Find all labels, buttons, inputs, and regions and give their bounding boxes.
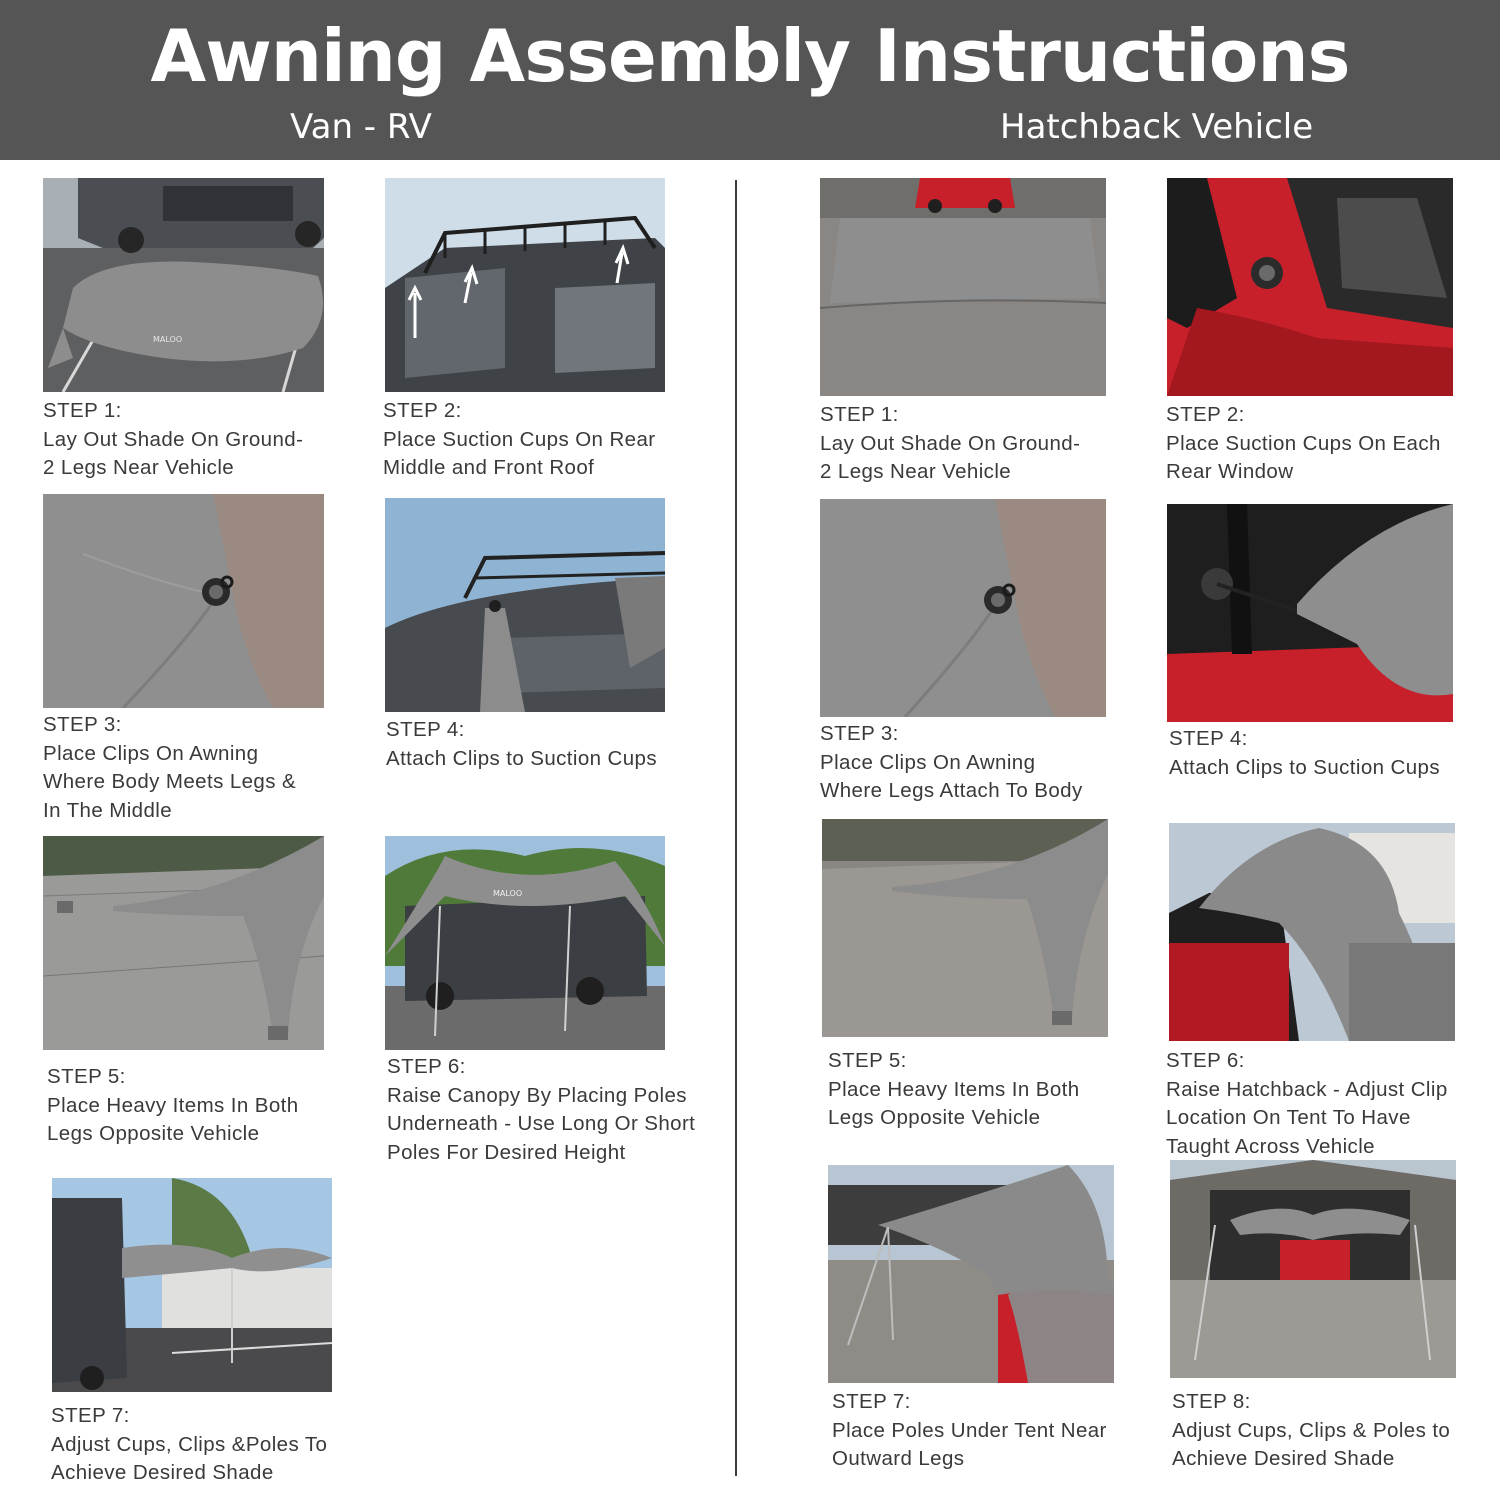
step-label: STEP 2: bbox=[383, 399, 462, 422]
step-label: STEP 7: bbox=[832, 1390, 911, 1413]
step-text-line: Place Suction Cups On Each bbox=[1166, 431, 1441, 455]
step-text-line: Taught Across Vehicle bbox=[1166, 1134, 1375, 1158]
step-label: STEP 2: bbox=[1166, 403, 1245, 426]
hatchback-step-7-photo bbox=[828, 1165, 1114, 1383]
step-text-line: Place Clips On Awning bbox=[820, 750, 1036, 774]
page-title: Awning Assembly Instructions bbox=[150, 14, 1350, 98]
van-step-1-caption bbox=[43, 397, 303, 483]
step-label: STEP 4: bbox=[386, 718, 465, 741]
step-label: STEP 4: bbox=[1169, 727, 1248, 750]
step-text-line: Place Clips On Awning bbox=[43, 741, 259, 765]
svg-text:MALOO: MALOO bbox=[493, 889, 523, 898]
step-label: STEP 5: bbox=[828, 1049, 907, 1072]
step-label: STEP 7: bbox=[51, 1404, 130, 1427]
step-label: STEP 3: bbox=[43, 713, 122, 736]
step-text-line: Legs Opposite Vehicle bbox=[828, 1106, 1041, 1129]
column-divider bbox=[735, 180, 737, 1476]
van-step-3-caption bbox=[43, 711, 296, 825]
step-text-line: Middle and Front Roof bbox=[383, 456, 595, 479]
van-step-5-photo bbox=[43, 836, 324, 1050]
step-label: STEP 1: bbox=[820, 403, 899, 426]
step-text-line: Poles For Desired Height bbox=[387, 1140, 626, 1164]
van-step-3-photo bbox=[43, 494, 324, 708]
step-text-line: Attach Clips to Suction Cups bbox=[1169, 755, 1440, 779]
hatchback-step-4-photo bbox=[1167, 504, 1453, 722]
step-text-line: In The Middle bbox=[43, 798, 173, 822]
step-label: STEP 1: bbox=[43, 399, 122, 422]
svg-text:MALOO: MALOO bbox=[153, 335, 183, 344]
van-step-6-photo bbox=[385, 836, 665, 1050]
hatchback-step-5-photo bbox=[822, 819, 1108, 1037]
step-text-line: Place Poles Under Tent Near bbox=[832, 1418, 1107, 1442]
hatchback-step-5-caption bbox=[828, 1047, 1080, 1133]
header-banner bbox=[0, 0, 1500, 160]
van-step-2-photo bbox=[385, 178, 665, 392]
van-step-7-photo bbox=[52, 1178, 332, 1392]
hatchback-step-3-photo bbox=[820, 499, 1106, 717]
step-text-line: Legs Opposite Vehicle bbox=[47, 1122, 260, 1145]
hatchback-step-7-caption bbox=[832, 1388, 1107, 1474]
hatchback-step-6-caption bbox=[1166, 1047, 1448, 1161]
step-label: STEP 8: bbox=[1172, 1390, 1251, 1413]
van-step-6-caption bbox=[387, 1053, 695, 1167]
step-text-line: Place Suction Cups On Rear bbox=[383, 427, 656, 451]
van-step-2-caption bbox=[383, 397, 655, 483]
hatchback-step-8-photo bbox=[1170, 1160, 1456, 1378]
step-text-line: 2 Legs Near Vehicle bbox=[820, 460, 1012, 483]
step-text-line: Place Heavy Items In Both bbox=[47, 1093, 299, 1117]
hatchback-step-8-caption bbox=[1172, 1388, 1450, 1474]
step-text-line: Outward Legs bbox=[832, 1447, 965, 1470]
step-text-line: Raise Canopy By Placing Poles bbox=[387, 1083, 687, 1107]
step-text-line: Where Body Meets Legs & bbox=[43, 770, 297, 793]
step-text-line: Lay Out Shade On Ground- bbox=[43, 427, 304, 451]
step-text-line: Location On Tent To Have bbox=[1166, 1106, 1411, 1129]
step-text-line: 2 Legs Near Vehicle bbox=[43, 456, 235, 479]
hatchback-step-1-photo bbox=[820, 178, 1106, 396]
step-text-line: Adjust Cups, Clips & Poles to bbox=[1172, 1418, 1451, 1442]
hatchback-step-1-caption bbox=[820, 401, 1080, 487]
step-label: STEP 5: bbox=[47, 1065, 126, 1088]
step-text-line: Raise Hatchback - Adjust Clip bbox=[1166, 1077, 1448, 1101]
hatchback-step-2-photo bbox=[1167, 178, 1453, 396]
van-step-5-caption bbox=[47, 1063, 299, 1149]
step-text-line: Rear Window bbox=[1166, 460, 1294, 483]
van-step-7-caption bbox=[51, 1402, 327, 1488]
hatchback-step-6-photo bbox=[1169, 823, 1455, 1041]
step-label: STEP 6: bbox=[387, 1055, 466, 1078]
step-text-line: Lay Out Shade On Ground- bbox=[820, 431, 1081, 455]
step-text-line: Where Legs Attach To Body bbox=[820, 779, 1083, 802]
step-label: STEP 6: bbox=[1166, 1049, 1245, 1072]
step-text-line: Underneath - Use Long Or Short bbox=[387, 1112, 696, 1135]
hatchback-heading: Hatchback Vehicle bbox=[1000, 107, 1314, 147]
hatchback-step-3-caption bbox=[820, 720, 1083, 806]
van-rv-heading: Van - RV bbox=[290, 107, 432, 147]
hatchback-step-4-caption bbox=[1169, 725, 1440, 782]
step-text-line: Place Heavy Items In Both bbox=[828, 1077, 1080, 1101]
step-text-line: Achieve Desired Shade bbox=[1172, 1447, 1395, 1470]
hatchback-step-2-caption bbox=[1166, 401, 1441, 487]
step-text-line: Adjust Cups, Clips &Poles To bbox=[51, 1432, 328, 1456]
van-step-4-caption bbox=[386, 716, 657, 773]
van-step-1-photo bbox=[43, 178, 324, 392]
step-text-line: Achieve Desired Shade bbox=[51, 1461, 274, 1484]
step-text-line: Attach Clips to Suction Cups bbox=[386, 746, 657, 770]
step-label: STEP 3: bbox=[820, 722, 899, 745]
van-step-4-photo bbox=[385, 498, 665, 712]
